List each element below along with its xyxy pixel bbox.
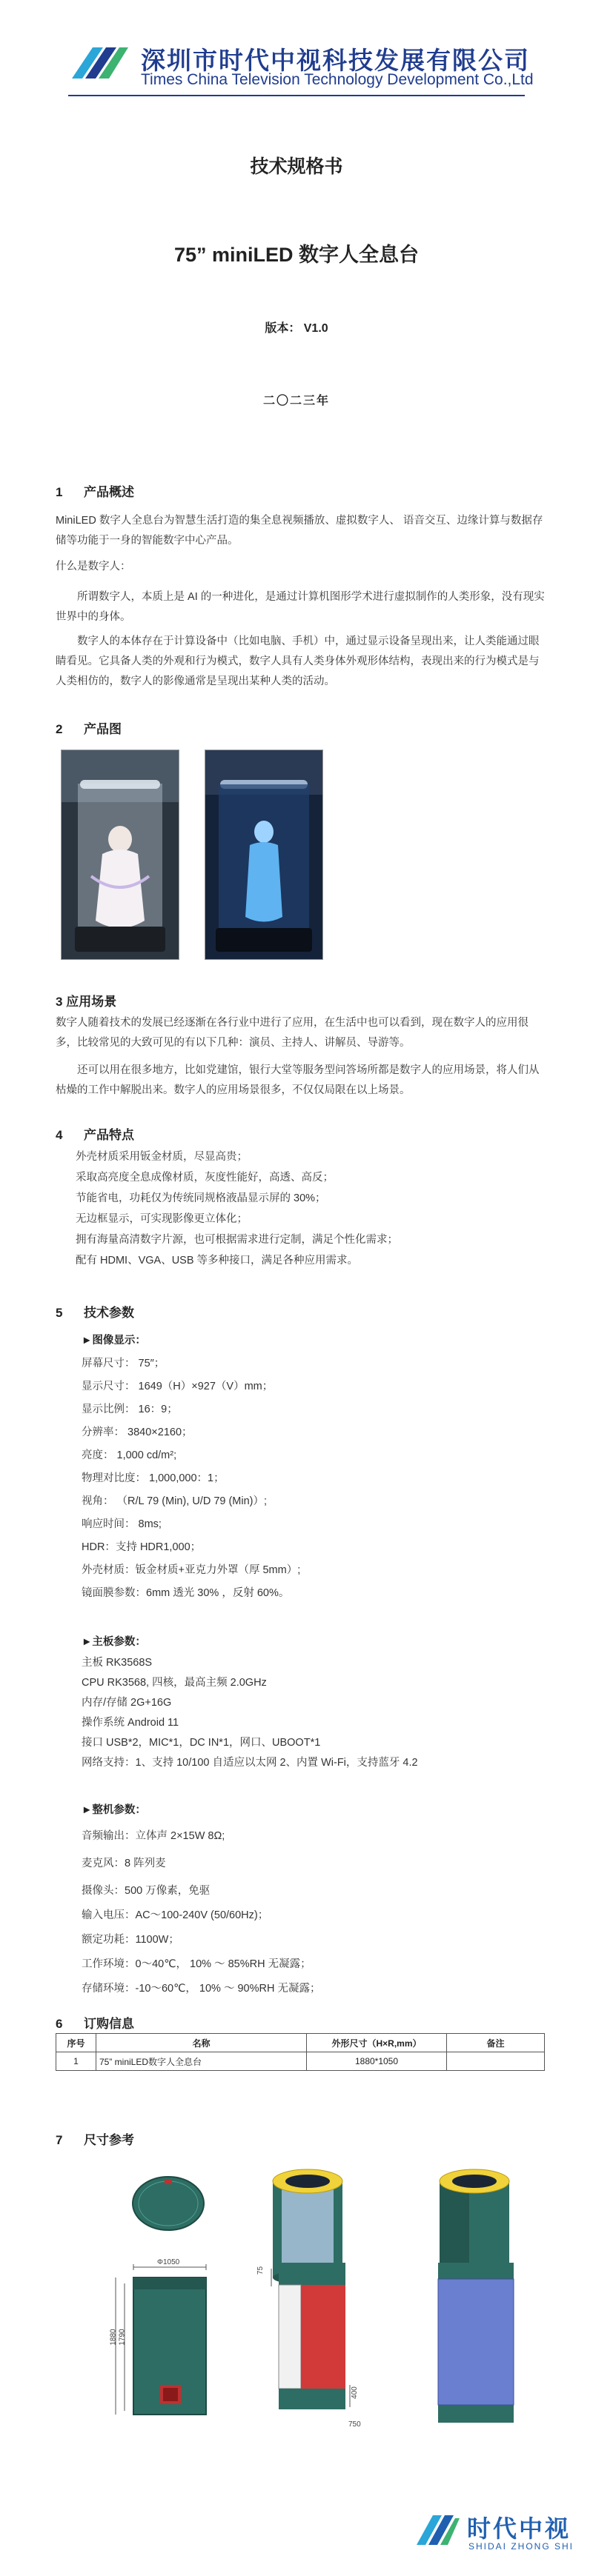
spec-display-item: 屏幕尺寸： 75″； — [82, 1358, 165, 1369]
spec-display-item: 镜面膜参数：6mm 透光 30% ，反射 60%。 — [82, 1587, 290, 1599]
table-cell — [447, 2052, 545, 2071]
table-row — [56, 2052, 545, 2071]
table-cell: 1 — [56, 2052, 96, 2071]
spec-display-item: 分辨率： 3840×2160； — [82, 1427, 193, 1438]
section-heading-overview: 1 产品概述 — [56, 485, 134, 499]
table-cell: 1880*1050 — [307, 2052, 447, 2071]
scenario-paragraph-1: 数字人随着技术的发展已经逐渐在各行业中进行了应用，在生活中也可以看到，现在数字人的应用很多，比较常见的大致可见的有以下几种：演员、主持人、讲解员、导游等。 — [56, 1017, 529, 1049]
section-heading-dimensions: 7 尺寸参考 — [56, 2133, 134, 2147]
product-title: 75” miniLED 数字人全息台 — [173, 244, 420, 266]
spec-machine-item: 摄像头：500 万像素，免驱 — [82, 1885, 211, 1897]
company-name-en: Times China Television Technology Development Co.,Ltd — [141, 71, 534, 88]
dimension-depth: 750 — [348, 2420, 361, 2429]
column-header: 外形尺寸（H×R,mm） — [307, 2034, 447, 2052]
footer-brand-en: SHIDAI ZHONG SHI — [468, 2541, 574, 2552]
spec-board-item: 网络支持：1、支持 10/100 自适应以太网 2、内置 Wi-Fi，支持蓝牙 4.2 — [82, 1757, 418, 1769]
spec-subheading-board: ►主板参数： — [82, 1636, 146, 1648]
spec-display-item: 亮度： 1,000 cd/m²; — [82, 1449, 177, 1461]
table-cell: 75” miniLED数字人全息台 — [96, 2052, 307, 2071]
spec-display-item: 显示尺寸： 1649（H）×927（V）mm； — [82, 1381, 274, 1392]
spec-board-item: CPU RK3568, 四核，最高主频 2.0GHz — [82, 1677, 267, 1689]
overview-paragraph-2: 什么是数字人： — [56, 561, 131, 573]
feature-item: 配有 HDMI、VGA、USB 等多种接口，满足各种应用需求。 — [76, 1255, 359, 1267]
section-heading-features: 4 产品特点 — [56, 1128, 134, 1142]
spec-board-item: 主板 RK3568S — [82, 1657, 153, 1669]
spec-display-item: 外壳材质：钣金材质+亚克力外罩（厚 5mm）; — [82, 1564, 301, 1576]
spec-display-item: HDR：支持 HDR1,000； — [82, 1541, 202, 1553]
back-view-drawing — [434, 2263, 519, 2426]
document-title: 技术规格书 — [250, 156, 343, 177]
dimension-top-cap: 75 — [256, 2266, 265, 2275]
overview-paragraph-4: 数字人的本体存在于计算设备中（比如电脑、手机）中，通过显示设备呈现出来，让人类能通过眼睛看见。它具备人类的外观和行为模式，数字人具有人类身体外观形体结构，表现出来的行为模式是与人类相仿的，数字人的影像通常是呈现出某种人类的活动。 — [56, 635, 540, 687]
year-label: 二〇二三年 — [262, 395, 330, 407]
section-heading-specs: 5 技术参数 — [56, 1306, 134, 1320]
feature-item: 无边框显示，可实现影像更立体化； — [76, 1213, 248, 1225]
spec-machine-item: 工作环境：0～40℃， 10% ～ 85%RH 无凝露； — [82, 1958, 311, 1970]
spec-board-item: 操作系统 Android 11 — [82, 1717, 179, 1729]
dimension-inner-height: 1790 — [118, 2329, 127, 2346]
footer-logo-icon — [415, 2511, 461, 2549]
dimension-height: 1880 — [109, 2329, 118, 2346]
spec-board-item: 接口 USB*2，MIC*1，DC IN*1，网口、UBOOT*1 — [82, 1737, 321, 1749]
header-divider — [68, 95, 525, 96]
spec-machine-item: 音频输出：立体声 2×15W 8Ω; — [82, 1830, 225, 1842]
section-heading-order: 6 订购信息 — [56, 2017, 134, 2031]
dimension-base: 400 — [350, 2386, 359, 2399]
spec-machine-item: 存储环境：-10～60℃， 10% ～ 90%RH 无凝露； — [82, 1983, 321, 1995]
section-heading-scenario: 3 应用场景 — [56, 995, 117, 1009]
feature-item: 拥有海量高清数字片源，也可根据需求进行定制，满足个性化需求； — [76, 1234, 398, 1246]
footer-brand-cn: 时代中视 — [467, 2515, 572, 2542]
spec-display-item: 视角： （R/L 79 (Min), U/D 79 (Min)）; — [82, 1495, 268, 1507]
feature-item: 外壳材质采用钣金材质，尽显高贵； — [76, 1151, 248, 1163]
column-header: 备注 — [447, 2034, 545, 2052]
product-photo-2 — [205, 750, 323, 960]
overview-paragraph-3: 所谓数字人，本质上是 AI 的一种进化，是通过计算机图形学术进行虚拟制作的人类形象，没有现实世界中的身体。 — [56, 591, 545, 623]
spec-machine-item: 麦克风：8 阵列麦 — [82, 1858, 166, 1869]
section-heading-images: 2 产品图 — [56, 722, 122, 736]
spec-display-item: 响应时间： 8ms; — [82, 1518, 162, 1530]
scenario-paragraph-2: 还可以用在很多地方，比如党建馆，银行大堂等服务型问答场所都是数字人的应用场景，将人们从枯燥的工作中解脱出来。数字人的应用场景很多，不仅仅局限在以上场景。 — [56, 1064, 540, 1096]
version-label: 版本： V1.0 — [265, 322, 328, 335]
top-view-drawing — [130, 2174, 208, 2233]
column-header: 序号 — [56, 2034, 96, 2052]
feature-item: 采取高亮度全息成像材质，灰度性能好，高透、高反； — [76, 1172, 334, 1184]
spec-display-item: 显示比例： 16：9； — [82, 1404, 178, 1415]
spec-machine-item: 额定功耗：1100W； — [82, 1934, 179, 1946]
spec-display-item: 物理对比度： 1,000,000：1； — [82, 1472, 225, 1484]
table-header-row — [56, 2034, 545, 2052]
spec-subheading-machine: ►整机参数： — [82, 1804, 146, 1816]
spec-board-item: 内存/存储 2G+16G — [82, 1697, 172, 1709]
column-header: 名称 — [96, 2034, 307, 2052]
footer-brand-logo — [415, 2507, 586, 2566]
feature-item: 节能省电，功耗仅为传统同规格液晶显示屏的 30%； — [76, 1192, 326, 1204]
overview-paragraph-1: MiniLED 数字人全息台为智慧生活打造的集全息视频播放、虚拟数字人、 语音交互、边缘计算与数据存储等功能于一身的智能数字中心产品。 — [56, 515, 543, 547]
order-table — [56, 2033, 545, 2071]
side-view-drawing — [268, 2255, 357, 2422]
company-name-cn: 深圳市时代中视科技发展有限公司 — [141, 47, 530, 74]
spec-machine-item: 输入电压：AC～100-240V (50/60Hz)； — [82, 1909, 269, 1921]
spec-subheading-display: ►图像显示： — [82, 1335, 146, 1347]
dimension-diameter: Φ1050 — [157, 2258, 180, 2266]
company-logo-icon — [70, 43, 130, 87]
product-photo-1 — [61, 750, 179, 960]
